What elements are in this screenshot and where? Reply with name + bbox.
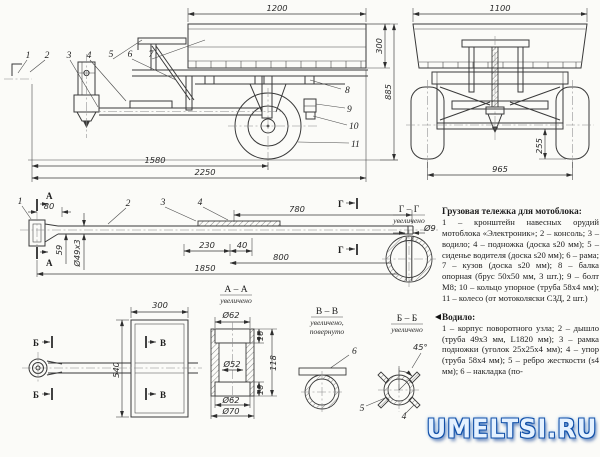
side-view xyxy=(4,3,398,182)
part-label-5: 5 xyxy=(108,50,114,60)
dim-frame-height: 255 xyxy=(534,138,544,154)
rear-view xyxy=(406,3,594,180)
dim-800: 800 xyxy=(273,252,289,262)
vv-label-6: 6 xyxy=(352,347,357,357)
dim-tube-dia: Ø49x3 xyxy=(72,239,82,267)
dim-flange-dia: Ø70 xyxy=(222,406,240,416)
dim-bottom-dia: Ø62 xyxy=(222,395,240,405)
dim-780: 780 xyxy=(289,204,305,214)
section-mark-g-top: Г xyxy=(338,199,344,209)
dim-body-height: 300 xyxy=(374,38,384,54)
vodilo-body: 1 – корпус поворотного узла; 2 – дышло (труба 49x3 мм, L1820 мм); 3 – рамка подножки (уголок 25x25x4 мм); 4 – упор (труба 58x4 мм); 5 – ребро жесткости (s4 мм); 6 – накладка (по- xyxy=(442,322,599,377)
dim-total-height: 885 xyxy=(383,84,393,100)
dim-1850: 1850 xyxy=(194,263,216,273)
section-mark-g-bottom: Г xyxy=(338,245,344,255)
section-vv-note1: увеличено, xyxy=(310,318,344,327)
dim-hole-dia: Ø9 xyxy=(424,223,436,233)
dim-40: 40 xyxy=(236,240,248,250)
legend xyxy=(442,206,599,377)
part-label-6: 6 xyxy=(127,50,133,60)
drawbar-label-1: 1 xyxy=(17,197,23,207)
part-label-11: 11 xyxy=(351,140,360,150)
part-label-4: 4 xyxy=(86,51,92,61)
part-label-9: 9 xyxy=(347,105,352,115)
dim-top-dia: Ø62 xyxy=(222,310,240,320)
dim-body-length: 1200 xyxy=(266,3,288,13)
section-mark-a-bottom: А xyxy=(46,258,53,268)
part-label-1: 1 xyxy=(25,51,31,61)
dim-top-depth: 16 xyxy=(255,330,265,342)
dim-angle-45: 45° xyxy=(413,342,428,352)
dim-body-width: 1100 xyxy=(489,3,511,13)
dim-80: 80 xyxy=(43,201,55,211)
paragraph-marker-icon xyxy=(435,314,441,320)
section-vv-note2: повернуто xyxy=(309,327,345,336)
bb-label-4: 4 xyxy=(401,412,407,422)
section-mark-v-top: В xyxy=(160,338,167,348)
dim-height: 118 xyxy=(268,355,278,371)
section-aa-title: А – А xyxy=(224,285,248,295)
dim-bottom-depth: 16 xyxy=(255,384,265,396)
dim-track-width: 965 xyxy=(492,164,508,174)
vodilo-block xyxy=(442,312,599,377)
section-mark-v-bottom: В xyxy=(160,390,167,400)
drawbar-label-3: 3 xyxy=(160,198,166,208)
part-label-8: 8 xyxy=(345,86,350,96)
drawbar-view xyxy=(18,191,438,277)
section-gg-note: увеличено xyxy=(393,216,425,225)
drawbar-label-4: 4 xyxy=(197,198,203,208)
section-gg xyxy=(382,205,436,288)
dim-230: 230 xyxy=(199,240,215,250)
section-gg-title: Г – Г xyxy=(398,205,420,215)
part-label-10: 10 xyxy=(349,122,359,132)
dim-total-length: 2250 xyxy=(194,167,216,177)
dim-59: 59 xyxy=(54,244,64,256)
section-mark-b-bottom: Б xyxy=(33,390,39,400)
section-bb-title: Б – Б xyxy=(396,314,418,324)
vodilo-title: Водило: xyxy=(442,311,476,322)
section-vv-title: В – В xyxy=(315,307,339,317)
section-bb-note: увеличено xyxy=(391,325,423,334)
dim-frame-width: 300 xyxy=(152,300,168,310)
section-aa-note: увеличено xyxy=(220,296,252,305)
drawbar-label-2: 2 xyxy=(125,199,131,209)
section-vv xyxy=(299,307,357,413)
part-label-7: 7 xyxy=(148,50,154,60)
umeltsi-watermark: UMELTSI.RU xyxy=(426,413,598,445)
bb-label-5: 5 xyxy=(359,404,365,414)
plan-view xyxy=(22,300,202,417)
dim-bore-dia: Ø52 xyxy=(223,359,241,369)
section-mark-a-top: А xyxy=(46,191,53,201)
legend-body: 1 – кронштейн навесных орудий мотоблока «Электроник»; 2 – консоль; 3 – водило; 4 – подножка (доска s20 мм); 5 – сиденье водителя (доска s20 мм); 6 – рама; 7 – кузов (доска s20 мм); 8 – балка опорная (брус 50x50 мм, 3 шт.); 9 – болт М8; 10 – кольцо упорное (труба 58x4 мм); 11 – колесо (от мотоколяски СЗД, 2 шт.) xyxy=(442,217,599,303)
dim-frame-length: 540 xyxy=(111,362,121,378)
section-mark-b-top: Б xyxy=(33,338,39,348)
dim-hitch-to-axle: 1580 xyxy=(144,155,166,165)
section-bb xyxy=(360,314,428,422)
part-label-2: 2 xyxy=(44,51,50,61)
legend-title: Грузовая тележка для мотоблока: xyxy=(442,206,582,216)
section-aa xyxy=(211,285,278,419)
part-label-3: 3 xyxy=(66,51,72,61)
